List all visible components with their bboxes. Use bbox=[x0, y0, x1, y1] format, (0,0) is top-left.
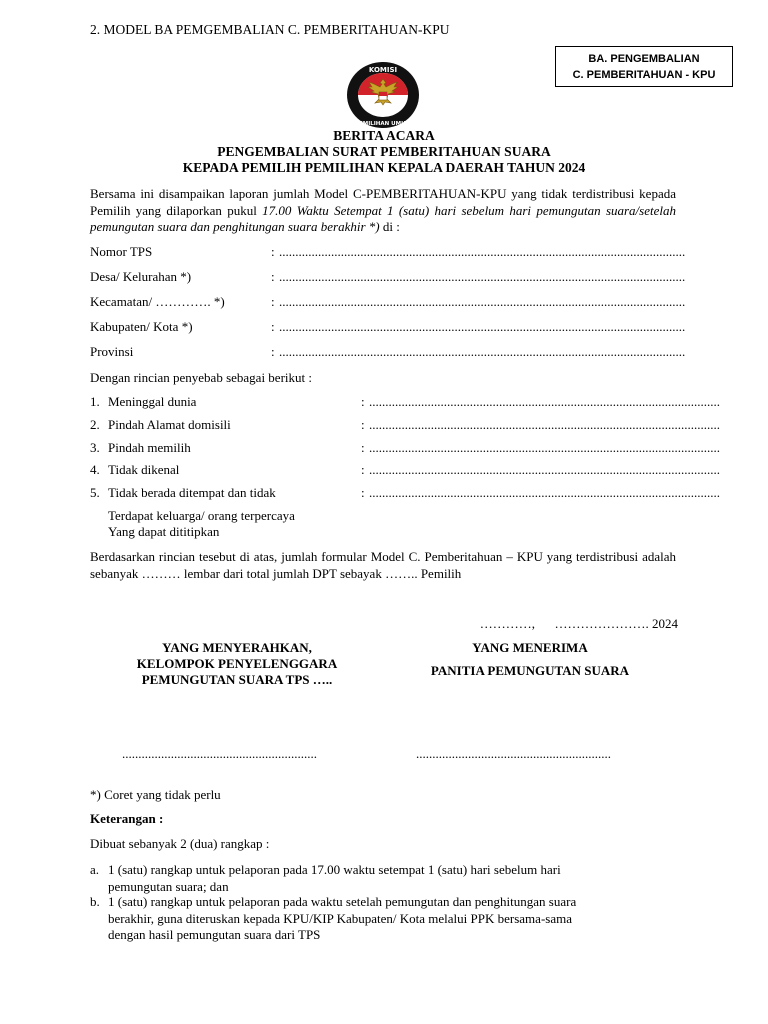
notes-heading: Keterangan : bbox=[90, 811, 164, 826]
title-line-2: PENGEMBALIAN SURAT PEMBERITAHUAN SUARA bbox=[217, 144, 551, 159]
logo-bottom-text: PEMILIHAN UMUM bbox=[354, 121, 412, 127]
field-colon: : bbox=[271, 269, 275, 284]
field-blank-desa[interactable]: ............................................................................................................................. bbox=[279, 269, 686, 284]
title-line-1: BERITA ACARA bbox=[333, 128, 435, 143]
right-sig-line-1: YANG MENERIMA bbox=[472, 640, 588, 655]
note-a-line-2: pemungutan suara; dan bbox=[108, 878, 229, 894]
note-marker-b: b. bbox=[90, 894, 100, 909]
left-sig-line-2: KELOMPOK PENYELENGGARA bbox=[136, 656, 338, 671]
reason-blank[interactable]: ............................................................................................................ bbox=[369, 394, 720, 409]
note-b-line-1: 1 (satu) rangkap untuk pelaporan pada waktu setelah pemungutan dan penghitungan suara bbox=[108, 894, 577, 909]
field-colon: : bbox=[271, 319, 275, 334]
field-colon: : bbox=[271, 344, 275, 359]
reason-label: Pindah memilih bbox=[108, 440, 191, 455]
field-label-kabupaten: Kabupaten/ Kota *) bbox=[90, 319, 193, 334]
badge-line-2: C. PEMBERITAHUAN - KPU bbox=[572, 69, 716, 81]
reason-colon: : bbox=[361, 394, 365, 409]
left-signature-blank[interactable]: ............................................................ bbox=[122, 746, 317, 761]
left-sig-line-1: YANG MENYERAHKAN, bbox=[162, 640, 312, 655]
page-title bbox=[0, 128, 768, 176]
reason-5-line-1: Terdapat keluarga/ orang terpercaya bbox=[108, 508, 295, 523]
right-sig-line-2: PANITIA PEMUNGUTAN SUARA bbox=[430, 663, 630, 678]
date-line[interactable]: …………, …………………. 2024 bbox=[479, 616, 678, 631]
reason-number: 4. bbox=[90, 462, 100, 477]
field-blank-tps[interactable]: ............................................................................................................................. bbox=[279, 244, 686, 259]
field-colon: : bbox=[271, 294, 275, 309]
field-label-kecamatan: Kecamatan/ …………. *) bbox=[90, 294, 225, 309]
model-line: 2. MODEL BA PEMGEMBALIAN C. PEMBERITAHUAN-KPU bbox=[90, 22, 450, 37]
reason-colon: : bbox=[361, 485, 365, 500]
reason-label: Meninggal dunia bbox=[108, 394, 197, 409]
field-label-provinsi: Provinsi bbox=[90, 344, 134, 359]
reason-colon: : bbox=[361, 440, 365, 455]
right-signature-blank[interactable]: ............................................................ bbox=[416, 746, 611, 761]
reason-label: Tidak berada ditempat dan tidak bbox=[108, 485, 276, 500]
reason-5-line-2: Yang dapat dititipkan bbox=[108, 524, 220, 539]
reasons-heading: Dengan rincian penyebab sebagai berikut : bbox=[90, 370, 312, 385]
field-blank-provinsi[interactable]: ............................................................................................................................. bbox=[279, 344, 686, 359]
field-blank-kabupaten[interactable]: ............................................................................................................................. bbox=[279, 319, 686, 334]
reason-number: 5. bbox=[90, 485, 100, 500]
field-blank-kecamatan[interactable]: ............................................................................................................................. bbox=[279, 294, 686, 309]
reason-number: 2. bbox=[90, 417, 100, 432]
reason-colon: : bbox=[361, 417, 365, 432]
note-item-b bbox=[108, 894, 576, 944]
reason-number: 3. bbox=[90, 440, 100, 455]
footnote: *) Coret yang tidak perlu bbox=[90, 787, 221, 802]
reason-blank[interactable]: ............................................................................................................ bbox=[369, 462, 720, 477]
note-b-line-3: dengan hasil pemungutan suara dari TPS bbox=[108, 927, 321, 942]
note-a-line-1: 1 (satu) rangkap untuk pelaporan pada 17.00 waktu setempat 1 (satu) hari sebelum hari bbox=[108, 862, 561, 877]
intro-end: di : bbox=[379, 219, 400, 234]
note-item-a bbox=[108, 862, 561, 895]
document-code-badge bbox=[555, 46, 733, 87]
intro-italic-text: 17.00 Waktu Setempat 1 (satu) hari sebelum hari pemungutan suara/setelah pemungutan suara dan penghitungan suara berakhir *) bbox=[90, 202, 676, 234]
note-marker-a: a. bbox=[90, 862, 100, 877]
badge-line-1: BA. PENGEMBALIAN bbox=[588, 53, 700, 65]
reason-label: Pindah Alamat domisili bbox=[108, 417, 231, 432]
left-sig-line-3: PEMUNGUTAN SUARA TPS ….. bbox=[141, 672, 333, 687]
left-signature-block bbox=[100, 640, 374, 688]
reason-blank[interactable]: ............................................................................................................ bbox=[369, 485, 720, 500]
intro-text: Bersama ini disampaikan laporan jumlah Model C-PEMBERITAHUAN-KPU yang tidak terdistribusi kepada Pemilih yang dilaporkan pukul bbox=[90, 186, 676, 218]
title-line-3: KEPADA PEMILIH PEMILIHAN KEPALA DAERAH TAHUN 2024 bbox=[182, 160, 586, 175]
field-colon: : bbox=[271, 244, 275, 259]
reason-label: Tidak dikenal bbox=[108, 462, 180, 477]
reason-blank[interactable]: ............................................................................................................ bbox=[369, 417, 720, 432]
intro-paragraph bbox=[90, 186, 676, 236]
logo-top-text: KOMISI bbox=[368, 66, 398, 74]
reason-number: 1. bbox=[90, 394, 100, 409]
right-signature-block bbox=[404, 640, 656, 679]
notes-made: Dibuat sebanyak 2 (dua) rangkap : bbox=[90, 836, 270, 851]
summary-paragraph: Berdasarkan rincian tesebut di atas, jumlah formular Model C. Pemberitahuan – KPU yang terdistribusi adalah sebanyak ……… lembar dari total jumlah DPT sebayak …….. Pemilih bbox=[90, 549, 676, 581]
reason-blank[interactable]: ............................................................................................................ bbox=[369, 440, 720, 455]
field-label-desa: Desa/ Kelurahan *) bbox=[90, 269, 192, 284]
reason-5-continuation bbox=[108, 508, 295, 540]
kpu-logo bbox=[345, 61, 421, 129]
note-b-line-2: berakhir, guna diteruskan kepada KPU/KIP Kabupaten/ Kota melalui PPK bersama-sama bbox=[108, 910, 572, 926]
reason-colon: : bbox=[361, 462, 365, 477]
field-label-tps: Nomor TPS bbox=[90, 244, 153, 259]
